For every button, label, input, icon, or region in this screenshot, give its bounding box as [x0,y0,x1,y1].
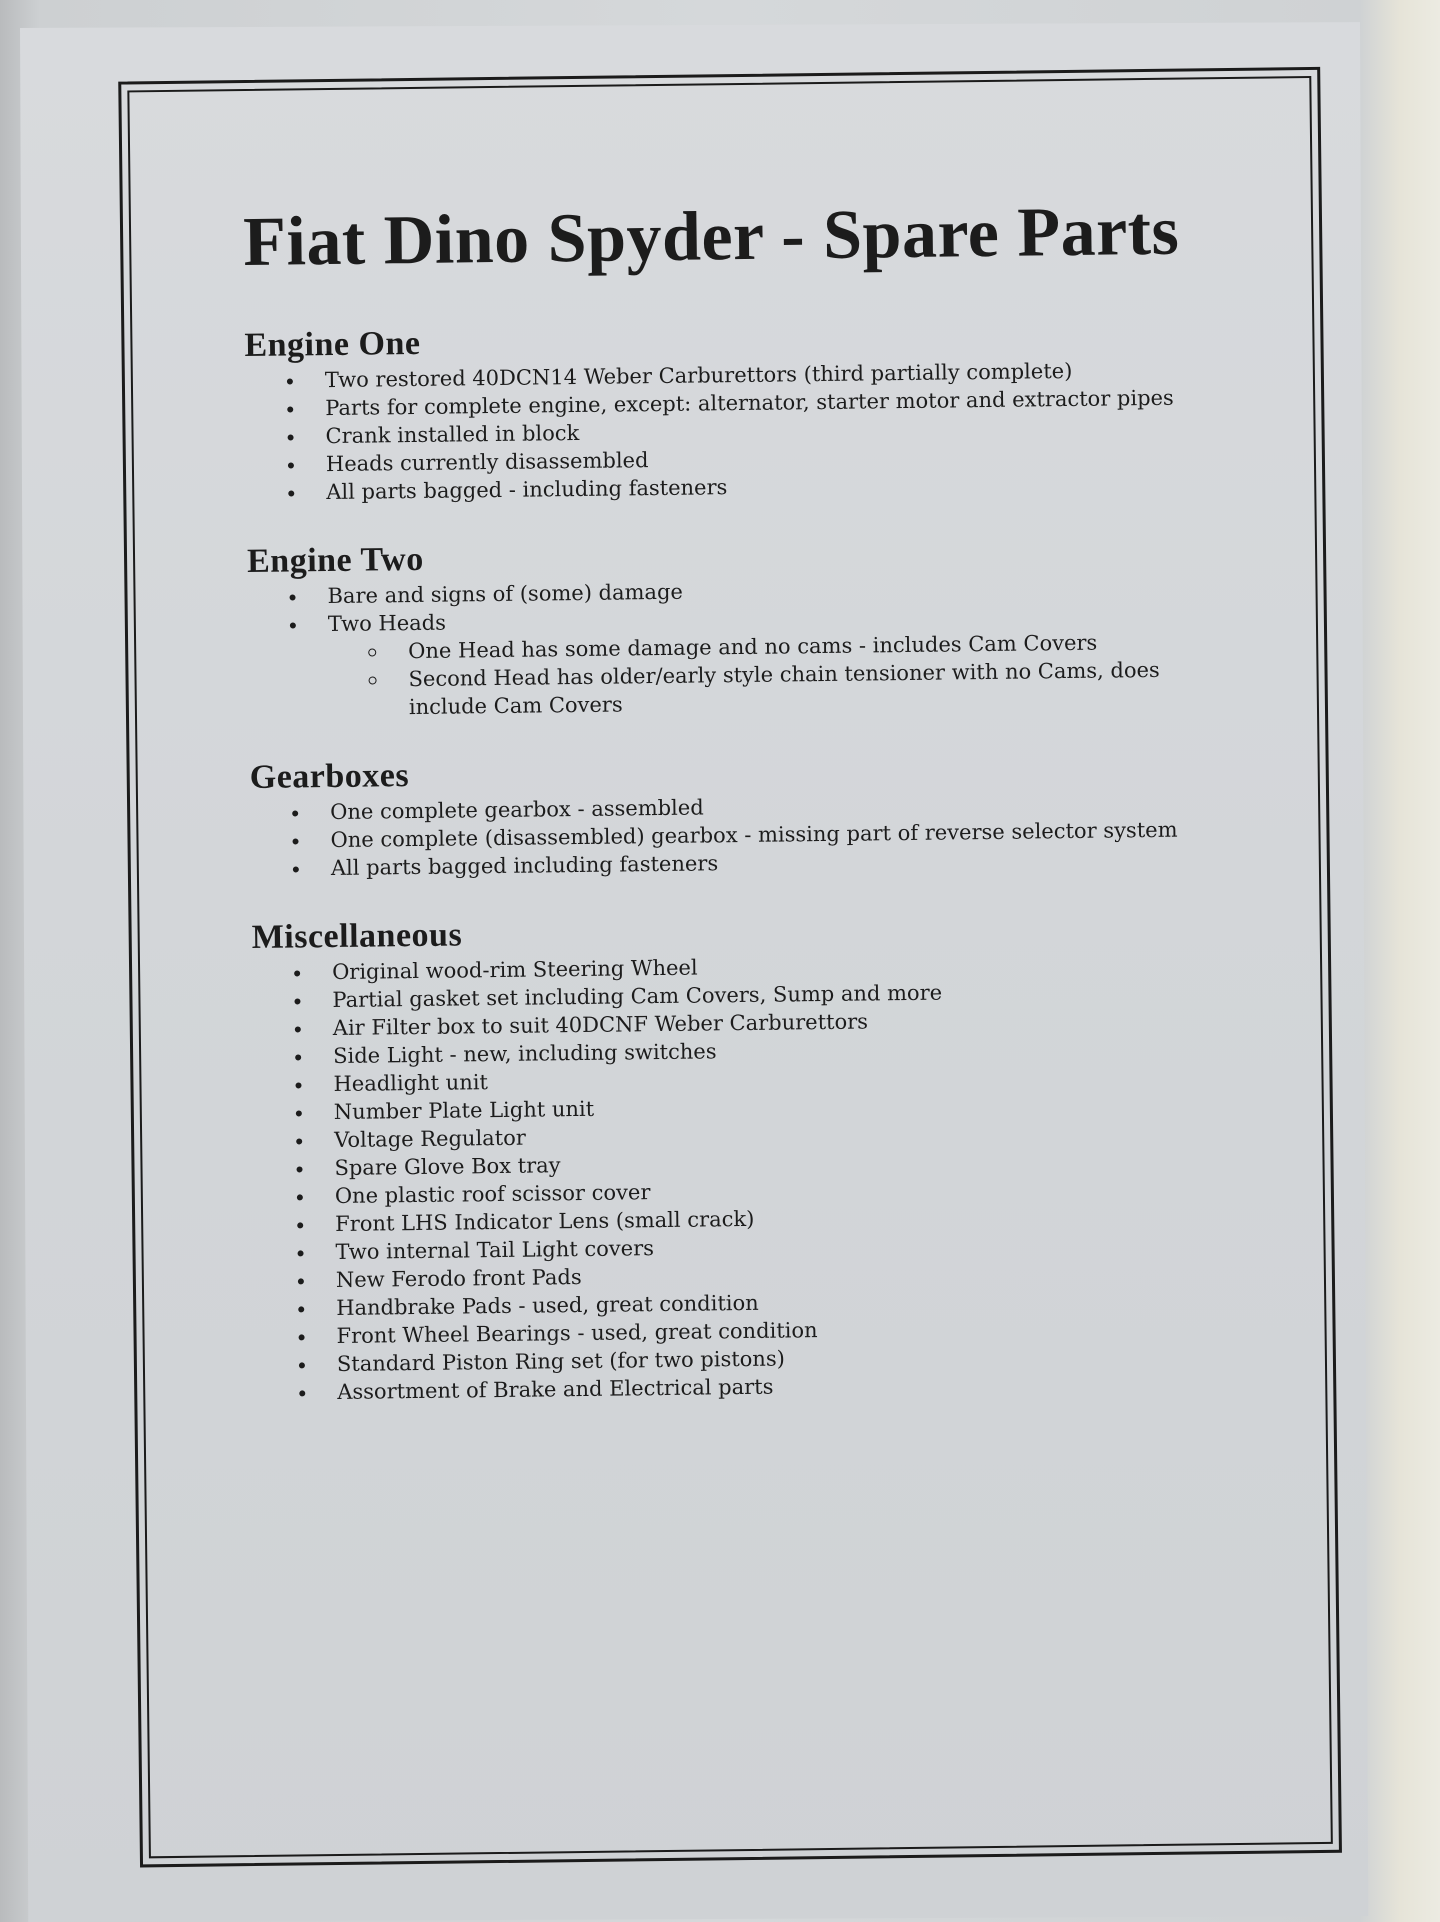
list-item: Handbrake Pads - used, great condition [296,1283,1276,1323]
document-title: Fiat Dino Spyder - Spare Parts [242,192,1180,282]
list-item: New Ferodo front Pads [296,1255,1276,1295]
list-item: All parts bagged - including fasteners [286,467,1266,507]
section-engine-two [247,531,1269,723]
page-border [118,67,1342,1868]
list-item: One plastic roof scissor cover [295,1171,1275,1211]
bullet-list [245,355,1267,507]
list-item: Heads currently disassembled [286,439,1266,479]
list-item: Headlight unit [293,1059,1273,1099]
bullet-list [250,787,1271,883]
list-item: Front Wheel Bearings - used, great condition [296,1311,1276,1351]
section-gearboxes [250,747,1271,883]
list-item: Assortment of Brake and Electrical parts [297,1367,1277,1407]
list-item-label: Two Heads [327,610,447,637]
list-item: Voltage Regulator [294,1115,1274,1155]
list-item: Front LHS Indicator Lens (small crack) [295,1199,1275,1239]
list-item: One complete gearbox - assembled [290,787,1270,827]
list-item: Spare Glove Box tray [294,1143,1274,1183]
list-item: Two restored 40DCN14 Weber Carburettors (third partially complete) [285,355,1265,395]
paper-sheet [20,22,1368,1922]
sub-list-item: One Head has some damage and no cams - includes Cam Covers [368,628,1188,666]
list-item: Parts for complete engine, except: alternator, starter motor and extractor pipes [285,383,1265,423]
list-item: Number Plate Light unit [294,1087,1274,1127]
bullet-list [247,571,1269,723]
section-heading: Miscellaneous [251,916,463,957]
bullet-list [252,947,1277,1407]
list-item: All parts bagged including fasteners [291,843,1271,883]
list-item: Partial gasket set including Cam Covers, Sump and more [292,975,1272,1015]
sub-list-item: Second Head has older/early style chain tensioner with no Cams, does include Cam Covers [368,656,1189,722]
list-item: Two internal Tail Light covers [295,1227,1275,1267]
document-content [243,191,1278,1443]
section-heading: Engine Two [246,540,424,581]
sub-bullet-list [328,627,1269,722]
list-item: Original wood-rim Steering Wheel [292,947,1272,987]
list-item [288,599,1269,723]
section-miscellaneous [251,907,1277,1407]
section-engine-one [244,315,1266,507]
section-heading: Gearboxes [249,757,410,797]
list-item: Side Light - new, including switches [293,1031,1273,1071]
list-item: Crank installed in block [285,411,1265,451]
list-item: Bare and signs of (some) damage [287,571,1267,611]
list-item: Standard Piston Ring set (for two pistons) [297,1339,1277,1379]
list-item: Air Filter box to suit 40DCNF Weber Carburettors [293,1003,1273,1043]
section-heading: Engine One [244,324,421,365]
list-item: One complete (disassembled) gearbox - missing part of reverse selector system [290,815,1270,855]
